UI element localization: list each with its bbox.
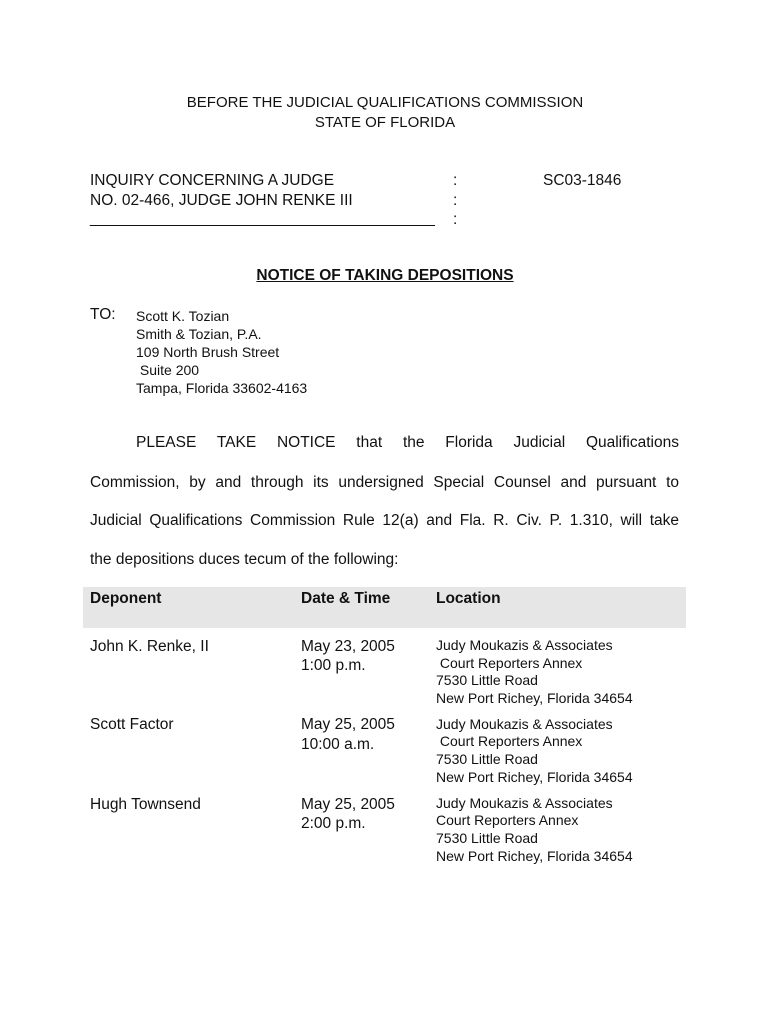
deposition-date: May 25, 2005	[301, 716, 395, 733]
location-line: 7530 Little Road	[436, 672, 538, 688]
caption-inquiry: INQUIRY CONCERNING A JUDGE	[90, 172, 335, 189]
caption-colon: :	[453, 172, 458, 189]
caption-judge: NO. 02-466, JUDGE JOHN RENKE III	[90, 192, 353, 209]
location-line: 7530 Little Road	[436, 830, 538, 846]
caption-underline: ________________________________________	[90, 210, 435, 227]
caption-colon: :	[453, 192, 458, 209]
deposition-time: 1:00 p.m.	[301, 657, 366, 674]
column-header-deponent: Deponent	[90, 590, 162, 607]
location-line: 7530 Little Road	[436, 751, 538, 767]
header-state: STATE OF FLORIDA	[314, 114, 456, 131]
header-commission: BEFORE THE JUDICIAL QUALIFICATIONS COMMISSION	[186, 94, 584, 111]
deponent-name: Hugh Townsend	[90, 796, 201, 813]
case-number: SC03-1846	[543, 172, 622, 189]
deposition-time: 2:00 p.m.	[301, 815, 366, 832]
recipient-street: 109 North Brush Street	[136, 344, 280, 360]
location-line: New Port Richey, Florida 34654	[436, 848, 633, 864]
location-line: New Port Richey, Florida 34654	[436, 769, 633, 785]
body-line-1: PLEASE TAKE NOTICE that the Florida Judicial Qualifications	[136, 434, 679, 451]
body-line-4: the depositions duces tecum of the following:	[90, 551, 399, 568]
deposition-time: 10:00 a.m.	[301, 736, 375, 753]
deponent-name: John K. Renke, II	[90, 638, 209, 655]
body-line-3: Judicial Qualifications Commission Rule 12(a) and Fla. R. Civ. P. 1.310, will take	[90, 512, 679, 529]
deposition-date: May 25, 2005	[301, 796, 395, 813]
location-line: New Port Richey, Florida 34654	[436, 690, 633, 706]
location-line: Court Reporters Annex	[436, 655, 583, 671]
location-line: Judy Moukazis & Associates	[436, 637, 613, 653]
deposition-date: May 23, 2005	[301, 638, 395, 655]
location-line: Court Reporters Annex	[436, 733, 583, 749]
document-title: NOTICE OF TAKING DEPOSITIONS	[256, 267, 514, 284]
recipient-name: Scott K. Tozian	[136, 308, 230, 324]
caption-colon: :	[453, 211, 458, 228]
recipient-firm: Smith & Tozian, P.A.	[136, 326, 262, 342]
to-label: TO:	[90, 306, 116, 323]
recipient-suite: Suite 200	[136, 362, 200, 378]
location-line: Court Reporters Annex	[436, 812, 579, 828]
recipient-city: Tampa, Florida 33602-4163	[136, 380, 308, 396]
deponent-name: Scott Factor	[90, 716, 174, 733]
body-line-2: Commission, by and through its undersigned Special Counsel and pursuant to	[90, 474, 679, 491]
location-line: Judy Moukazis & Associates	[436, 795, 613, 811]
location-line: Judy Moukazis & Associates	[436, 716, 613, 732]
column-header-location: Location	[436, 590, 501, 607]
column-header-date-time: Date & Time	[301, 590, 391, 607]
